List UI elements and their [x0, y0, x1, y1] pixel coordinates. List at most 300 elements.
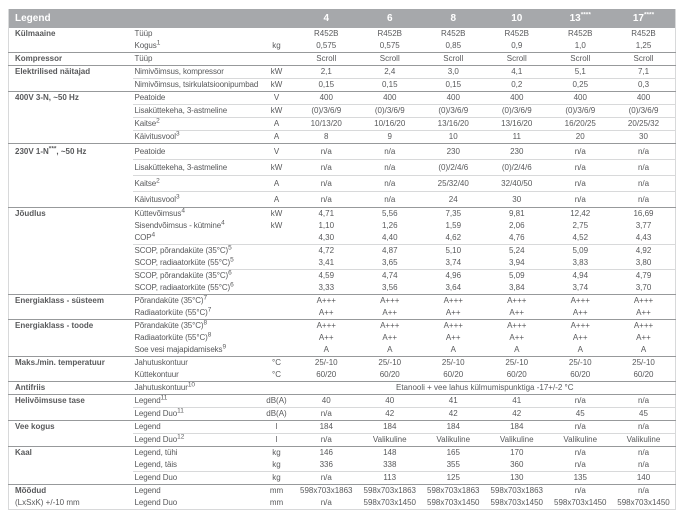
- value-cell: n/a: [549, 459, 613, 472]
- spec-row: [9, 485, 676, 498]
- value-cell: 10/13/20: [295, 118, 359, 131]
- column-header: 13****: [549, 9, 613, 28]
- value-cell: 230: [485, 144, 549, 160]
- value-cell: (0)/3/6/9: [295, 105, 359, 118]
- value-cell: 400: [612, 92, 676, 105]
- value-cell: 41: [422, 395, 486, 408]
- group-label-cell: Külmaaine: [15, 29, 56, 38]
- value-cell: (0)/3/6/9: [549, 105, 613, 118]
- row-label-cell: Lisaküttekeha, 3-astmeline: [133, 105, 259, 118]
- value-cell: 400: [295, 92, 359, 105]
- value-cell: A+++: [549, 320, 613, 333]
- row-label-cell: SCOP, radiaatorküte $(55^\circ C)^6$: [134, 281, 234, 292]
- unit-cell: kW: [259, 105, 295, 118]
- row-label-cell: Legend Duo$^{11}$: [134, 407, 184, 418]
- unit-cell: kg: [259, 459, 295, 472]
- value-cell: 598x703x1450: [554, 498, 607, 507]
- value-cell: n/a: [549, 395, 613, 408]
- row-label-cell: Legend, täis: [133, 459, 259, 472]
- value-cell: 148: [358, 447, 422, 460]
- row-label-cell: Legend Duo$^{12}$: [134, 433, 185, 444]
- value-cell: n/a: [295, 176, 359, 192]
- row-label-cell: Soe vesi majapidamiseks$^9$: [134, 343, 227, 354]
- group-label-cell: [9, 79, 133, 92]
- value-cell: 20: [575, 132, 585, 141]
- value-cell: n/a: [384, 194, 396, 204]
- spec-row: [9, 497, 676, 510]
- unit-cell: [259, 382, 295, 395]
- row-label-cell: Legend, tühi: [133, 447, 259, 460]
- value-cell: n/a: [549, 485, 613, 498]
- spec-row: [9, 344, 676, 357]
- value-cell: 113: [383, 473, 397, 482]
- value-cell: A++: [318, 308, 334, 317]
- row-label-cell: Legend$^{11}$: [133, 395, 259, 408]
- value-cell: n/a: [295, 144, 359, 160]
- value-cell: 400: [422, 92, 486, 105]
- value-cell: 40: [358, 395, 422, 408]
- value-cell: 598x703x1863: [422, 485, 486, 498]
- value-cell: 2,75: [572, 221, 589, 230]
- value-cell: n/a: [612, 160, 676, 176]
- group-label-cell: Energiaklass - süsteem: [9, 295, 133, 308]
- value-cell: Scroll: [422, 53, 486, 66]
- spec-row: [9, 369, 676, 382]
- row-label-cell: Peatoide: [133, 92, 259, 105]
- column-header: 17****: [612, 9, 676, 28]
- value-cell: 3,64: [445, 283, 462, 292]
- value-cell: 5,1: [549, 66, 613, 79]
- column-header: 4: [295, 9, 359, 28]
- value-cell: 7,1: [612, 66, 676, 79]
- row-label-cell: SCOP, põrandaküte $(35^\circ C)^5$: [134, 244, 232, 255]
- value-cell: n/a: [612, 485, 676, 498]
- row-label-cell: Põrandaküte $(35^\circ C)^7$: [133, 295, 259, 308]
- value-cell: A: [514, 345, 520, 354]
- value-cell: 25/-10: [485, 357, 549, 370]
- value-cell: R452B: [568, 29, 593, 38]
- group-label-cell: Energiaklass - toode: [9, 320, 133, 333]
- group-label-cell: [9, 459, 133, 472]
- row-label-cell: Peatoide: [133, 144, 259, 160]
- value-cell: A++: [445, 333, 461, 342]
- group-label-cell: Maks./min. temperatuur: [9, 357, 133, 370]
- value-cell: 0,9: [511, 41, 523, 50]
- value-cell: n/a: [612, 447, 676, 460]
- value-cell: 3,74: [422, 257, 486, 270]
- value-cell: 60/20: [570, 370, 591, 379]
- spec-row: [9, 28, 676, 40]
- unit-cell: [259, 232, 295, 245]
- value-cell: n/a: [358, 176, 422, 192]
- value-cell: A++: [509, 333, 525, 342]
- group-label-cell: [9, 118, 133, 131]
- value-cell: 1,0: [574, 41, 586, 50]
- unit-cell: [259, 282, 295, 295]
- group-label-cell: [9, 307, 133, 320]
- value-cell: R452B: [441, 29, 466, 38]
- unit-cell: kW: [259, 66, 295, 79]
- value-cell: 165: [422, 447, 486, 460]
- value-cell: 41: [485, 395, 549, 408]
- value-cell: 60/20: [316, 370, 337, 379]
- value-cell: 4,43: [612, 232, 676, 245]
- value-cell: 3,74: [572, 283, 589, 292]
- value-cell: 2,4: [358, 66, 422, 79]
- value-cell: (0)/3/6/9: [422, 105, 486, 118]
- unit-cell: mm: [259, 485, 295, 498]
- row-label-cell: Küttevõimsus$^4$: [133, 208, 259, 221]
- value-cell: n/a: [612, 176, 676, 192]
- group-label-cell: Vee kogus: [9, 421, 133, 434]
- group-label-cell: Kompressor: [9, 53, 133, 66]
- value-cell: A: [640, 345, 647, 354]
- value-cell: R452B: [314, 29, 339, 38]
- unit-cell: mm: [269, 498, 284, 507]
- value-cell: A: [387, 345, 393, 354]
- value-cell: 42: [385, 409, 395, 418]
- value-cell: A+++: [549, 295, 613, 308]
- value-cell: 598x703x1450: [490, 498, 543, 507]
- value-cell: 24: [448, 194, 458, 204]
- value-cell: 13/16/20: [485, 118, 549, 131]
- value-cell: 5,09: [572, 246, 589, 255]
- spec-row: [9, 144, 676, 160]
- value-cell: A+++: [422, 320, 486, 333]
- unit-cell: A: [259, 118, 295, 131]
- unit-cell: A: [259, 176, 295, 192]
- value-cell: 30: [639, 132, 648, 141]
- group-label-cell: Mõõdud: [9, 485, 133, 498]
- value-cell: 25/-10: [422, 357, 486, 370]
- row-label-cell: Legend Duo: [134, 473, 178, 482]
- value-cell: n/a: [549, 176, 613, 192]
- value-cell: 4,40: [358, 232, 422, 245]
- row-label-cell: Jahutuskontuur: [133, 357, 259, 370]
- value-cell: A: [577, 345, 583, 354]
- value-cell: 4,62: [422, 232, 486, 245]
- unit-cell: kg: [272, 41, 281, 50]
- row-label-cell: Põrandaküte $(35^\circ C)^8$: [133, 320, 259, 333]
- spec-row: [9, 192, 676, 208]
- value-cell: 1,26: [381, 221, 398, 230]
- value-cell: 4,79: [635, 271, 652, 280]
- unit-cell: A: [273, 194, 280, 204]
- value-cell: 45: [639, 409, 648, 418]
- column-header: 10: [485, 9, 549, 28]
- row-label-cell: Kaitse$^2$: [133, 118, 259, 131]
- value-cell: 0,575: [316, 41, 337, 50]
- group-label-cell: (LxSxK) +/-10 mm: [15, 498, 80, 507]
- unit-cell: [259, 257, 295, 270]
- value-cell: n/a: [612, 144, 676, 160]
- value-cell: 3,70: [635, 283, 652, 292]
- unit-cell: kW: [259, 208, 295, 221]
- spec-row: [9, 131, 676, 144]
- unit-cell: [259, 320, 295, 333]
- value-cell: A+++: [485, 295, 549, 308]
- unit-cell: [259, 270, 295, 283]
- spec-row: [9, 408, 676, 421]
- value-cell: 184: [358, 421, 422, 434]
- unit-cell: [259, 295, 295, 308]
- value-cell: n/a: [358, 160, 422, 176]
- spec-row: [9, 79, 676, 92]
- spec-row: [9, 282, 676, 295]
- value-cell: n/a: [637, 194, 650, 204]
- value-cell: 3,80: [612, 257, 676, 270]
- group-label-cell: [9, 245, 133, 258]
- value-cell: 4,59: [318, 271, 335, 280]
- value-cell: 0,15: [318, 80, 335, 89]
- span-value-cell: Etanooli + vee lahus külmumispunktiga -17+/-2 °C: [295, 382, 676, 395]
- value-cell: 42: [448, 409, 458, 418]
- value-cell: n/a: [612, 395, 676, 408]
- value-cell: 2,06: [508, 221, 525, 230]
- value-cell: (0)/3/6/9: [485, 105, 549, 118]
- value-cell: 4,96: [445, 271, 462, 280]
- value-cell: 20/25/32: [612, 118, 676, 131]
- unit-cell: °C: [272, 370, 281, 379]
- unit-cell: V: [259, 144, 295, 160]
- group-label-cell: [9, 220, 133, 232]
- group-label-cell: [9, 434, 133, 447]
- value-cell: Valikuline: [563, 435, 598, 444]
- value-cell: n/a: [549, 160, 613, 176]
- value-cell: Scroll: [358, 53, 422, 66]
- unit-cell: dB(A): [266, 409, 287, 418]
- value-cell: A++: [636, 308, 651, 317]
- unit-cell: kg: [272, 473, 281, 482]
- value-cell: Scroll: [485, 53, 549, 66]
- row-label-cell: Legend: [133, 421, 259, 434]
- value-cell: 3,77: [635, 221, 652, 230]
- value-cell: A++: [509, 308, 525, 317]
- value-cell: 4,71: [295, 208, 359, 221]
- value-cell: 13/16/20: [422, 118, 486, 131]
- value-cell: 598x703x1450: [427, 498, 480, 507]
- group-label-cell: [9, 344, 133, 357]
- spec-row: [9, 395, 676, 408]
- row-label-cell: Legend: [133, 485, 259, 498]
- row-label-cell: Sisendvõimsus - kütmine$^4$: [134, 219, 225, 230]
- group-label-cell: [9, 282, 133, 295]
- value-cell: 25/-10: [358, 357, 422, 370]
- value-cell: 25/32/40: [422, 176, 486, 192]
- value-cell: A+++: [485, 320, 549, 333]
- group-label-cell: Helivõimsuse tase: [9, 395, 133, 408]
- value-cell: 3,41: [295, 257, 359, 270]
- value-cell: 3,84: [508, 283, 525, 292]
- value-cell: A++: [318, 333, 334, 342]
- value-cell: 11: [512, 132, 521, 141]
- value-cell: 400: [485, 92, 549, 105]
- value-cell: 0,15: [445, 80, 462, 89]
- row-label-cell: Küttekontuur: [134, 370, 179, 379]
- group-label-cell: [9, 40, 133, 53]
- group-label-cell: Jõudlus: [9, 208, 133, 221]
- group-label-cell: Antifriis: [9, 382, 133, 395]
- value-cell: 60/20: [379, 370, 400, 379]
- value-cell: n/a: [549, 421, 613, 434]
- value-cell: 135: [573, 473, 587, 482]
- row-label-cell: Nimivõimsus, tsirkulatsioonipumbad: [134, 80, 259, 89]
- value-cell: 3,83: [549, 257, 613, 270]
- value-cell: 4,52: [549, 232, 613, 245]
- value-cell: 125: [446, 473, 460, 482]
- value-cell: n/a: [574, 194, 586, 204]
- value-cell: A++: [382, 333, 398, 342]
- row-label-cell: COP$^4$: [133, 232, 259, 245]
- value-cell: 3,56: [381, 283, 398, 292]
- row-label-cell: Kogus$^1$: [134, 39, 161, 50]
- unit-cell: kg: [259, 447, 295, 460]
- value-cell: 3,94: [485, 257, 549, 270]
- value-cell: Valikuline: [372, 435, 407, 444]
- value-cell: 400: [358, 92, 422, 105]
- group-label-cell: [9, 408, 133, 421]
- spec-row: [9, 447, 676, 460]
- value-cell: A++: [572, 308, 588, 317]
- value-cell: A+++: [612, 320, 676, 333]
- group-label-cell: Elektrilised näitajad: [9, 66, 133, 79]
- spec-row: [9, 220, 676, 232]
- value-cell: 0,575: [379, 41, 400, 50]
- value-cell: n/a: [320, 498, 332, 507]
- value-cell: A+++: [295, 320, 359, 333]
- value-cell: 598x703x1450: [363, 498, 416, 507]
- value-cell: 184: [295, 421, 359, 434]
- value-cell: A++: [445, 308, 461, 317]
- spec-row: [9, 320, 676, 333]
- spec-row: [9, 232, 676, 245]
- unit-cell: dB(A): [259, 395, 295, 408]
- value-cell: n/a: [320, 409, 332, 418]
- spec-row: [9, 257, 676, 270]
- value-cell: 184: [485, 421, 549, 434]
- value-cell: 25/-10: [612, 357, 676, 370]
- value-cell: 4,74: [381, 271, 398, 280]
- spec-row: [9, 176, 676, 192]
- value-cell: 4,94: [572, 271, 589, 280]
- value-cell: 4,92: [635, 246, 652, 255]
- value-cell: 360: [485, 459, 549, 472]
- value-cell: A: [450, 345, 456, 354]
- row-label-cell: Tüüp: [133, 53, 259, 66]
- spec-row: [9, 295, 676, 308]
- value-cell: 0,25: [572, 80, 589, 89]
- row-label-cell: Nimivõimsus, kompressor: [133, 66, 259, 79]
- spec-row: [9, 160, 676, 176]
- value-cell: (0)/2/4/6: [485, 160, 549, 176]
- value-cell: 598x703x1863: [358, 485, 422, 498]
- group-label-cell: 230V 1-N***, ~50 Hz: [9, 144, 133, 160]
- unit-cell: kW: [259, 160, 295, 176]
- value-cell: 60/20: [633, 370, 654, 379]
- unit-cell: l: [259, 421, 295, 434]
- value-cell: 60/20: [443, 370, 464, 379]
- value-cell: (0)/2/4/6: [422, 160, 486, 176]
- value-cell: 10/16/20: [358, 118, 422, 131]
- value-cell: 12,42: [549, 208, 613, 221]
- row-label-cell: Käivitusvool$^3$: [134, 192, 180, 204]
- value-cell: 2,1: [295, 66, 359, 79]
- value-cell: 598x703x1863: [295, 485, 359, 498]
- value-cell: n/a: [549, 447, 613, 460]
- value-cell: 400: [549, 92, 613, 105]
- value-cell: 598x703x1863: [485, 485, 549, 498]
- row-label-cell: SCOP, radiaatorküte $(55^\circ C)^5$: [133, 257, 259, 270]
- value-cell: 60/20: [506, 370, 527, 379]
- unit-cell: [259, 344, 295, 357]
- unit-cell: A: [273, 132, 280, 141]
- value-cell: n/a: [358, 144, 422, 160]
- value-cell: 146: [295, 447, 359, 460]
- header-row: [9, 9, 676, 28]
- value-cell: 5,10: [445, 246, 462, 255]
- row-label-cell: Kaitse$^2$: [133, 176, 259, 192]
- group-label-cell: [9, 257, 133, 270]
- value-cell: 0,2: [511, 80, 523, 89]
- group-label-cell: [9, 270, 133, 283]
- value-cell: R452B: [631, 29, 656, 38]
- value-cell: R452B: [377, 29, 402, 38]
- row-label-cell: SCOP, põrandaküte $(35^\circ C)^6$: [134, 269, 232, 280]
- value-cell: A+++: [358, 295, 422, 308]
- unit-cell: [259, 307, 295, 320]
- value-cell: 30: [512, 194, 522, 204]
- value-cell: A: [323, 345, 329, 354]
- value-cell: 230: [422, 144, 486, 160]
- group-label-cell: [9, 332, 133, 344]
- value-cell: 336: [295, 459, 359, 472]
- spec-row: [9, 459, 676, 472]
- value-cell: 1,25: [635, 41, 652, 50]
- value-cell: n/a: [612, 459, 676, 472]
- value-cell: 5,24: [508, 246, 525, 255]
- group-label-cell: [9, 160, 133, 176]
- spec-row: [9, 270, 676, 283]
- value-cell: Valikuline: [436, 435, 471, 444]
- value-cell: A+++: [612, 295, 676, 308]
- column-header: 8: [422, 9, 486, 28]
- value-cell: 170: [485, 447, 549, 460]
- value-cell: A+++: [358, 320, 422, 333]
- value-cell: 42: [512, 409, 522, 418]
- value-cell: 3,33: [318, 283, 335, 292]
- spec-row: [9, 208, 676, 221]
- value-cell: 5,56: [358, 208, 422, 221]
- value-cell: 4,1: [485, 66, 549, 79]
- unit-cell: l: [275, 435, 278, 444]
- value-cell: 184: [422, 421, 486, 434]
- value-cell: n/a: [320, 194, 332, 204]
- spec-table: [8, 9, 676, 510]
- value-cell: 16/20/25: [549, 118, 613, 131]
- value-cell: (0)/3/6/9: [612, 105, 676, 118]
- unit-cell: kW: [270, 221, 283, 230]
- spec-row: [9, 105, 676, 118]
- spec-table-body: [9, 28, 676, 510]
- value-cell: 4,30: [295, 232, 359, 245]
- value-cell: 140: [636, 473, 651, 482]
- spec-row: [9, 434, 676, 447]
- value-cell: Scroll: [612, 53, 676, 66]
- value-cell: 40: [295, 395, 359, 408]
- value-cell: n/a: [295, 160, 359, 176]
- row-label-cell: Radiaatorküte $(55^\circ C)^8$: [134, 331, 212, 342]
- value-cell: 1,10: [318, 221, 335, 230]
